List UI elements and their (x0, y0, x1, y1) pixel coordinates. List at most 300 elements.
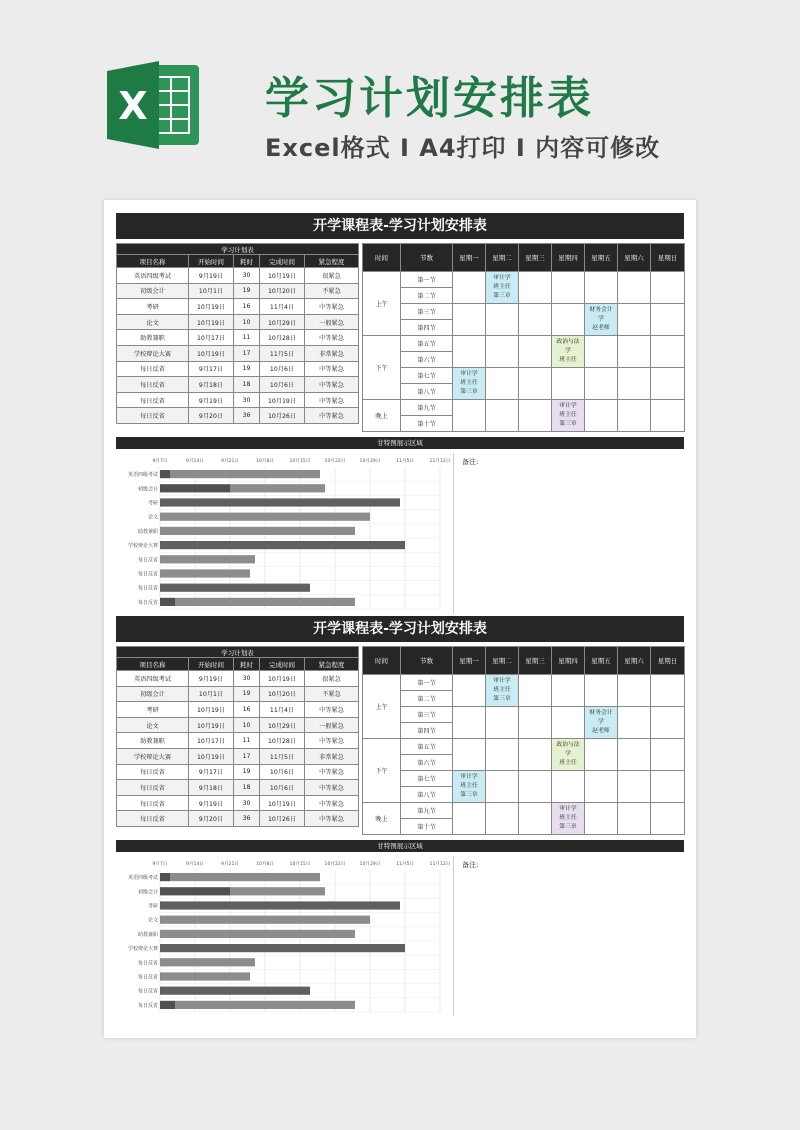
page-title: 学习计划安排表 (265, 73, 594, 124)
class-slot[interactable] (453, 336, 486, 368)
class-slot[interactable] (552, 368, 585, 400)
class-text: 第三章 (460, 389, 478, 395)
schedule-header-cell: 时间 (363, 647, 401, 675)
class-slot[interactable] (486, 675, 519, 707)
plan-cell[interactable]: 9月20日 (189, 408, 234, 424)
class-schedule-table (362, 646, 685, 835)
gantt-duration-bar (160, 972, 250, 980)
plan-cell[interactable]: 英语四级考试 (117, 268, 189, 284)
session-cell: 第十节 (401, 819, 453, 835)
plan-cell[interactable]: 中等紧急 (305, 733, 359, 749)
session-cell: 第三节 (401, 304, 453, 320)
class-slot[interactable] (585, 336, 618, 368)
plan-cell[interactable]: 11月5日 (260, 748, 305, 764)
class-slot[interactable] (519, 400, 552, 432)
class-slot[interactable] (651, 336, 685, 368)
class-slot[interactable] (585, 400, 618, 432)
gantt-chart (116, 453, 454, 613)
class-text: 审计学 (559, 806, 577, 812)
plan-cell[interactable]: 10月6日 (260, 377, 305, 393)
page-header (0, 0, 800, 195)
plan-cell[interactable]: 中等紧急 (305, 377, 359, 393)
plan-cell[interactable]: 10月28日 (260, 733, 305, 749)
class-slot[interactable] (552, 400, 585, 432)
class-slot[interactable] (585, 304, 618, 336)
schedule-row (363, 771, 685, 787)
category-label: 初级会计 (137, 889, 158, 896)
plan-cell[interactable]: 30 (234, 268, 260, 284)
plan-cell[interactable]: 中等紧急 (305, 408, 359, 424)
gantt-chart (116, 856, 454, 1016)
plan-cell[interactable]: 学校辩论大赛 (117, 748, 189, 764)
x-tick-label: 10月29日 (359, 862, 381, 867)
x-tick-label: 10月22日 (324, 862, 346, 867)
plan-cell[interactable]: 每日反省 (117, 377, 189, 393)
class-text: 赵老师 (592, 728, 610, 734)
plan-cell[interactable]: 每日反省 (117, 795, 189, 811)
class-schedule-table (362, 243, 685, 432)
plan-header-cell: 完成时间 (260, 658, 305, 671)
plan-cell[interactable]: 很紧急 (305, 268, 359, 284)
session-cell: 第二节 (401, 288, 453, 304)
plan-cell[interactable]: 10月19日 (189, 702, 234, 718)
class-text: 第三章 (493, 293, 511, 299)
plan-row (117, 377, 359, 393)
plan-cell[interactable]: 17 (234, 345, 260, 361)
class-slot[interactable] (519, 272, 552, 304)
plan-row (117, 361, 359, 377)
schedule-header-cell: 星期四 (552, 244, 585, 272)
plan-cell[interactable]: 中等紧急 (305, 795, 359, 811)
plan-cell[interactable]: 每日反省 (117, 780, 189, 796)
class-slot[interactable] (453, 368, 486, 400)
class-slot[interactable] (552, 739, 585, 771)
class-slot[interactable] (552, 803, 585, 835)
plan-cell[interactable]: 10月20日 (260, 283, 305, 299)
plan-cell[interactable]: 11月5日 (260, 345, 305, 361)
class-slot[interactable] (486, 400, 519, 432)
plan-caption: 学习计划表 (117, 647, 359, 658)
class-slot[interactable] (651, 803, 685, 835)
x-tick-label: 9月21日 (221, 862, 239, 867)
gantt-svg (116, 453, 454, 613)
category-label: 每日反省 (137, 960, 158, 967)
class-slot[interactable] (585, 803, 618, 835)
schedule-header-cell: 星期六 (618, 244, 651, 272)
class-text: 班主任 (559, 412, 577, 418)
plan-cell[interactable]: 9月17日 (189, 764, 234, 780)
class-text: 班主任 (493, 284, 511, 290)
plan-row (117, 283, 359, 299)
gantt-duration-bar (160, 901, 400, 909)
schedule-header-cell: 星期六 (618, 647, 651, 675)
plan-header-cell: 开始时间 (189, 658, 234, 671)
schedule-header-cell: 星期五 (585, 647, 618, 675)
class-slot[interactable] (651, 368, 685, 400)
plan-cell[interactable]: 9月20日 (189, 811, 234, 827)
plan-cell[interactable]: 30 (234, 795, 260, 811)
plan-cell[interactable]: 英语四级考试 (117, 671, 189, 687)
plan-cell[interactable]: 非常紧急 (305, 748, 359, 764)
plan-row (117, 268, 359, 284)
category-label: 英语四级考试 (127, 472, 158, 479)
plan-row (117, 314, 359, 330)
plan-cell[interactable]: 10月29日 (260, 717, 305, 733)
class-slot[interactable] (519, 368, 552, 400)
plan-cell[interactable]: 10月20日 (260, 686, 305, 702)
plan-cell[interactable]: 9月19日 (189, 671, 234, 687)
plan-row (117, 671, 359, 687)
schedule-header-cell: 星期三 (519, 244, 552, 272)
class-slot[interactable] (453, 304, 486, 336)
notes-label: 备注: (462, 861, 479, 869)
class-slot[interactable] (585, 368, 618, 400)
x-tick-label: 10月22日 (324, 459, 346, 464)
plan-cell[interactable]: 10月6日 (260, 361, 305, 377)
x-tick-label: 10月8日 (256, 459, 274, 464)
class-slot[interactable] (519, 707, 552, 739)
plan-cell[interactable]: 助教兼职 (117, 330, 189, 346)
plan-cell[interactable]: 考研 (117, 702, 189, 718)
class-text: 第三章 (559, 421, 577, 427)
class-slot[interactable] (453, 400, 486, 432)
plan-cell[interactable]: 10月26日 (260, 811, 305, 827)
gantt-duration-bar (160, 569, 250, 577)
plan-cell[interactable]: 10月29日 (260, 314, 305, 330)
notes-area[interactable] (460, 453, 684, 613)
plan-cell[interactable]: 9月17日 (189, 361, 234, 377)
class-slot[interactable] (552, 336, 585, 368)
gantt-duration-bar (160, 987, 310, 995)
class-slot[interactable] (519, 675, 552, 707)
plan-header-cell: 完成时间 (260, 255, 305, 268)
plan-cell[interactable]: 30 (234, 671, 260, 687)
category-label: 考研 (147, 903, 158, 910)
class-slot[interactable] (486, 739, 519, 771)
plan-cell[interactable]: 10月6日 (260, 780, 305, 796)
plan-cell[interactable]: 10月17日 (189, 330, 234, 346)
class-slot[interactable] (651, 272, 685, 304)
plan-cell[interactable]: 10月19日 (189, 299, 234, 315)
plan-cell[interactable]: 不紧急 (305, 686, 359, 702)
class-slot[interactable] (519, 739, 552, 771)
plan-row (117, 345, 359, 361)
class-slot[interactable] (618, 336, 651, 368)
gantt-duration-bar (160, 527, 355, 535)
session-cell: 第四节 (401, 723, 453, 739)
class-text: 审计学 (493, 275, 511, 281)
plan-cell[interactable]: 9月19日 (189, 268, 234, 284)
plan-cell[interactable]: 初级会计 (117, 686, 189, 702)
category-label: 学校辩论大赛 (127, 946, 158, 953)
category-label: 每日反省 (137, 585, 158, 592)
gantt-duration-bar (160, 584, 310, 592)
plan-row (117, 299, 359, 315)
plan-cell[interactable]: 16 (234, 702, 260, 718)
plan-cell[interactable]: 9月18日 (189, 780, 234, 796)
plan-cell[interactable]: 18 (234, 377, 260, 393)
schedule-row (363, 707, 685, 723)
class-text: 第三章 (460, 792, 478, 798)
plan-cell[interactable]: 中等紧急 (305, 702, 359, 718)
plan-cell[interactable]: 9月19日 (189, 795, 234, 811)
x-tick-label: 10月8日 (256, 862, 274, 867)
plan-row (117, 764, 359, 780)
class-slot[interactable] (618, 368, 651, 400)
plan-header-cell: 紧急程度 (305, 658, 359, 671)
plan-cell[interactable]: 中等紧急 (305, 330, 359, 346)
gantt-duration-bar (230, 484, 325, 492)
plan-header-cell: 项目名称 (117, 658, 189, 671)
plan-cell[interactable]: 10月19日 (260, 671, 305, 687)
schedule-header-cell: 星期三 (519, 647, 552, 675)
gantt-duration-bar (170, 470, 320, 478)
class-slot[interactable] (453, 707, 486, 739)
plan-row (117, 733, 359, 749)
class-slot[interactable] (618, 304, 651, 336)
plan-cell[interactable]: 19 (234, 686, 260, 702)
schedule-row (363, 803, 685, 819)
plan-cell[interactable]: 10月19日 (260, 392, 305, 408)
class-slot[interactable] (519, 771, 552, 803)
schedule-header-cell: 星期二 (486, 647, 519, 675)
class-slot[interactable] (486, 304, 519, 336)
plan-cell[interactable]: 19 (234, 283, 260, 299)
notes-area[interactable] (460, 856, 684, 1016)
category-label: 助教兼职 (137, 528, 158, 535)
plan-cell[interactable]: 非常紧急 (305, 345, 359, 361)
gantt-offset-bar (160, 887, 230, 895)
page-subtitle: Excel格式 I A4打印 I 内容可修改 (265, 134, 661, 162)
class-slot[interactable] (618, 675, 651, 707)
class-slot[interactable] (618, 272, 651, 304)
plan-row (117, 330, 359, 346)
class-text: 第三章 (493, 696, 511, 702)
plan-cell[interactable]: 学校辩论大赛 (117, 345, 189, 361)
x-tick-label: 10月15日 (289, 459, 311, 464)
class-slot[interactable] (552, 675, 585, 707)
schedule-row (363, 739, 685, 755)
plan-cell[interactable]: 中等紧急 (305, 764, 359, 780)
plan-caption: 学习计划表 (117, 244, 359, 255)
class-slot[interactable] (618, 771, 651, 803)
class-slot[interactable] (618, 400, 651, 432)
plan-header-cell: 开始时间 (189, 255, 234, 268)
plan-cell[interactable]: 36 (234, 811, 260, 827)
plan-cell[interactable]: 每日反省 (117, 361, 189, 377)
plan-row (117, 780, 359, 796)
plan-cell[interactable]: 每日反省 (117, 811, 189, 827)
plan-cell[interactable]: 每日反省 (117, 408, 189, 424)
plan-cell[interactable]: 10月28日 (260, 330, 305, 346)
category-label: 考研 (147, 500, 158, 507)
session-cell: 第十节 (401, 416, 453, 432)
period-cell: 晚上 (363, 803, 401, 835)
plan-cell[interactable]: 中等紧急 (305, 361, 359, 377)
class-text: 班主任 (460, 380, 478, 386)
class-slot[interactable] (552, 771, 585, 803)
plan-cell[interactable]: 10月19日 (260, 795, 305, 811)
plan-cell[interactable]: 初级会计 (117, 283, 189, 299)
period-cell: 下午 (363, 739, 401, 803)
plan-cell[interactable]: 每日反省 (117, 764, 189, 780)
class-slot[interactable] (552, 272, 585, 304)
plan-cell[interactable]: 10月1日 (189, 686, 234, 702)
plan-cell[interactable]: 不紧急 (305, 283, 359, 299)
class-slot[interactable] (618, 707, 651, 739)
plan-cell[interactable]: 11 (234, 330, 260, 346)
plan-cell[interactable]: 17 (234, 748, 260, 764)
plan-cell[interactable]: 10月19日 (260, 268, 305, 284)
plan-cell[interactable]: 10月26日 (260, 408, 305, 424)
category-label: 论文 (147, 917, 158, 924)
class-text: 学 (565, 751, 571, 757)
plan-cell[interactable]: 18 (234, 780, 260, 796)
plan-row (117, 702, 359, 718)
plan-cell[interactable]: 10 (234, 314, 260, 330)
class-slot[interactable] (453, 771, 486, 803)
excel-logo-icon (103, 55, 203, 155)
session-cell: 第九节 (401, 803, 453, 819)
plan-cell[interactable]: 10月1日 (189, 283, 234, 299)
plan-cell[interactable]: 一般紧急 (305, 717, 359, 733)
class-slot[interactable] (651, 304, 685, 336)
x-tick-label: 11月12日 (429, 459, 451, 464)
schedule-header-cell: 节数 (401, 647, 453, 675)
class-slot[interactable] (651, 771, 685, 803)
class-slot[interactable] (651, 739, 685, 771)
schedule-row (363, 400, 685, 416)
schedule-header-cell: 星期二 (486, 244, 519, 272)
schedule-sheet (116, 213, 684, 606)
plan-cell[interactable]: 19 (234, 764, 260, 780)
class-text: 班主任 (493, 687, 511, 693)
plan-cell[interactable]: 每日反省 (117, 392, 189, 408)
period-cell: 上午 (363, 675, 401, 739)
plan-cell[interactable]: 助教兼职 (117, 733, 189, 749)
plan-cell[interactable]: 10月17日 (189, 733, 234, 749)
class-slot[interactable] (585, 771, 618, 803)
plan-cell[interactable]: 一般紧急 (305, 314, 359, 330)
plan-cell[interactable]: 中等紧急 (305, 780, 359, 796)
plan-cell[interactable]: 30 (234, 392, 260, 408)
plan-cell[interactable]: 中等紧急 (305, 392, 359, 408)
plan-row (117, 686, 359, 702)
plan-cell[interactable]: 9月18日 (189, 377, 234, 393)
class-text: 审计学 (460, 774, 478, 780)
class-slot[interactable] (618, 739, 651, 771)
session-cell: 第一节 (401, 272, 453, 288)
plan-cell[interactable]: 论文 (117, 314, 189, 330)
period-cell: 晚上 (363, 400, 401, 432)
class-slot[interactable] (486, 803, 519, 835)
plan-cell[interactable]: 19 (234, 361, 260, 377)
plan-header-cell: 耗时 (234, 658, 260, 671)
plan-header-cell: 紧急程度 (305, 255, 359, 268)
x-tick-label: 9月14日 (186, 459, 204, 464)
plan-row (117, 392, 359, 408)
schedule-sheet (116, 616, 684, 1009)
plan-cell[interactable]: 中等紧急 (305, 299, 359, 315)
plan-cell[interactable]: 16 (234, 299, 260, 315)
class-slot[interactable] (552, 304, 585, 336)
class-slot[interactable] (519, 803, 552, 835)
class-slot[interactable] (519, 304, 552, 336)
class-text: 班主任 (559, 760, 577, 766)
plan-row (117, 811, 359, 827)
class-text: 学 (565, 348, 571, 354)
category-label: 论文 (147, 514, 158, 521)
plan-cell[interactable]: 10月19日 (189, 748, 234, 764)
class-text: 学 (598, 316, 604, 322)
plan-header-cell: 耗时 (234, 255, 260, 268)
schedule-header-cell: 星期五 (585, 244, 618, 272)
class-slot[interactable] (651, 675, 685, 707)
class-slot[interactable] (618, 803, 651, 835)
class-text: 班主任 (559, 357, 577, 363)
class-slot[interactable] (453, 803, 486, 835)
class-slot[interactable] (453, 675, 486, 707)
plan-cell[interactable]: 10月6日 (260, 764, 305, 780)
plan-cell[interactable]: 36 (234, 408, 260, 424)
class-slot[interactable] (585, 272, 618, 304)
plan-cell[interactable]: 中等紧急 (305, 811, 359, 827)
plan-cell[interactable]: 9月19日 (189, 392, 234, 408)
plan-cell[interactable]: 10月19日 (189, 717, 234, 733)
class-slot[interactable] (552, 707, 585, 739)
class-slot[interactable] (651, 400, 685, 432)
schedule-row (363, 272, 685, 288)
plan-cell[interactable]: 10 (234, 717, 260, 733)
category-label: 每日反省 (137, 1002, 158, 1009)
class-slot[interactable] (486, 368, 519, 400)
logo-letter: X (118, 84, 148, 128)
plan-cell[interactable]: 考研 (117, 299, 189, 315)
class-slot[interactable] (486, 707, 519, 739)
class-slot[interactable] (651, 707, 685, 739)
x-tick-label: 9月21日 (221, 459, 239, 464)
x-tick-label: 9月14日 (186, 862, 204, 867)
plan-cell[interactable]: 10月19日 (189, 314, 234, 330)
class-slot[interactable] (453, 272, 486, 304)
plan-cell[interactable]: 11月4日 (260, 299, 305, 315)
gantt-duration-bar (160, 958, 255, 966)
class-slot[interactable] (486, 771, 519, 803)
gantt-svg (116, 856, 454, 1016)
session-cell: 第五节 (401, 739, 453, 755)
plan-cell[interactable]: 11 (234, 733, 260, 749)
class-slot[interactable] (486, 336, 519, 368)
plan-cell[interactable]: 10月19日 (189, 345, 234, 361)
x-tick-label: 11月5日 (396, 459, 414, 464)
plan-cell[interactable]: 论文 (117, 717, 189, 733)
schedule-header-cell: 星期日 (651, 647, 685, 675)
class-slot[interactable] (585, 739, 618, 771)
plan-cell[interactable]: 很紧急 (305, 671, 359, 687)
class-text: 审计学 (460, 371, 478, 377)
x-tick-label: 11月12日 (429, 862, 451, 867)
class-slot[interactable] (519, 336, 552, 368)
class-slot[interactable] (486, 272, 519, 304)
schedule-header-cell: 星期四 (552, 647, 585, 675)
gantt-duration-bar (160, 944, 405, 952)
class-slot[interactable] (453, 739, 486, 771)
plan-cell[interactable]: 11月4日 (260, 702, 305, 718)
session-cell: 第七节 (401, 771, 453, 787)
category-label: 助教兼职 (137, 931, 158, 938)
class-slot[interactable] (585, 675, 618, 707)
class-slot[interactable] (585, 707, 618, 739)
